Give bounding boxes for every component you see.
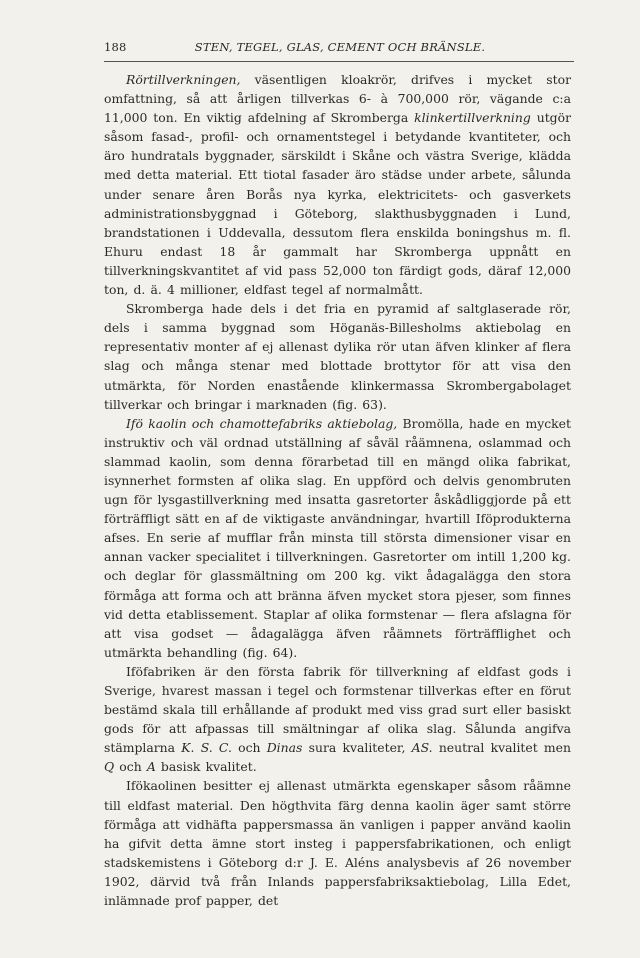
body-text (104, 70, 571, 910)
emphasis-clinker: klinkertillverkning (414, 110, 531, 126)
header-rule (104, 61, 574, 62)
emphasis-ifo-company: Ifö kaolin och chamottefabriks aktiebolag, (126, 415, 398, 431)
paragraph-skromberga: Skromberga hade dels i det fria en pyramid af saltglaserade rör, dels i samma byggnad som Höganäs-Billesholms aktiebolag en representativ monter af ej allenast dylika rör utan äfven klinker af flera slag och många stenar med blottade brottytor för att visa den utmärkta, för Norden enastående klinkermassa Skrombergabolaget tillverkar och bringar i marknaden (fig. 63). (104, 301, 571, 412)
page-number: 188 (104, 40, 127, 54)
paragraph-ifofabriken: Iföfabriken är den första fabrik för tillverkning af eldfast gods i Sverige, hvarest massan i tegel och formstenar tillverkas efter en förut bestämd skala till erhållande af produkt med viss grad surt eller basiskt gods för att afpassas till smältningar af olika slag. Sålunda angifva stämplarna K. S. C. och Dinas sura kvaliteter, AS. neutral kvalitet men Q och A basisk kvalitet. (104, 663, 571, 775)
paragraph-ifo: Ifö kaolin och chamottefabriks aktiebolag, Bromölla, hade en mycket instruktiv och väl ordnad utställning af såväl råämnena, oslammad och slammad kaolin, som denna förarbetad till en mängd olika fabrikat, isynnerhet formsten af olika slag. En uppförd och delvis genombruten ugn för lysgastillverkning med insatta gasretorter åskådliggjorde på ett förträffligt sätt en af de viktigaste användningar, hvartill Iföprodukterna afses. En serie af mufflar från minsta till största dimensioner visar en annan vacker specialitet i tillverkningen. Gasretorter om intill 1,200 kg. och deglar för glassmältning om 200 kg. vikt ådagalägga den stora förmåga att forma och att bränna äfven mycket stora pjeser, som finnes vid detta etablissement. Staplar af olika formstenar — flera afslagna för att visa godset — ådagalägga äfven råämnets förträfflighet och utmärkta behandling (fig. 64). (104, 415, 571, 660)
emphasis-pipes: Rörtillverkningen, (126, 72, 241, 87)
running-header (104, 40, 576, 54)
paragraph-pipes: Rörtillverkningen, väsentligen kloakrör, drifves i mycket stor omfattning, så att årligen tillverkas 6- à 700,000 rör, vägande c:a 11,000 ton. En viktig afdelning af Skromberga klinkertillverkning utgör såsom fasad-, profil- och ornamentstegel i betydande kvantiteter, och äro hundratals byggnader, särskildt i Skåne och västra Sverige, klädda med detta material. Ett tiotal fasader äro städse under arbete, sålunda under senare åren Borås nya kyrka, elektricitets- och gasverkets administrationsbyggnad i Göteborg, slakthusbyggnaden i Lund, brandstationen i Uddevalla, dessutom flera enskilda boningshus m. fl. Ehuru endast 18 år gammalt har Skromberga uppnått en tillverkningskvantitet af vid pass 52,000 ton färdigt gods, däraf 12,000 ton, d. ä. 4 millioner, eldfast tegel af normalmått. (104, 72, 571, 298)
running-title: STEN, TEGEL, GLAS, CEMENT OCH BRÄNSLE. (194, 40, 486, 54)
paragraph-ifokaolinen: Ifökaolinen besitter ej allenast utmärkta egenskaper såsom råämne till eldfast material. Den högthvita färg denna kaolin äger samt större förmåga att vidhäfta pappersmassa än vanligen i papper använd kaolin ha gifvit detta ämne stort insteg i pappersfabrikationen, och enligt stadskemistens i Göteborg d:r J. E. Aléns analysbevis af 26 november 1902, därvid två från Inlands pappersfabriksaktiebolag, Lilla Edet, inlämnade prof papper, det (104, 778, 571, 909)
